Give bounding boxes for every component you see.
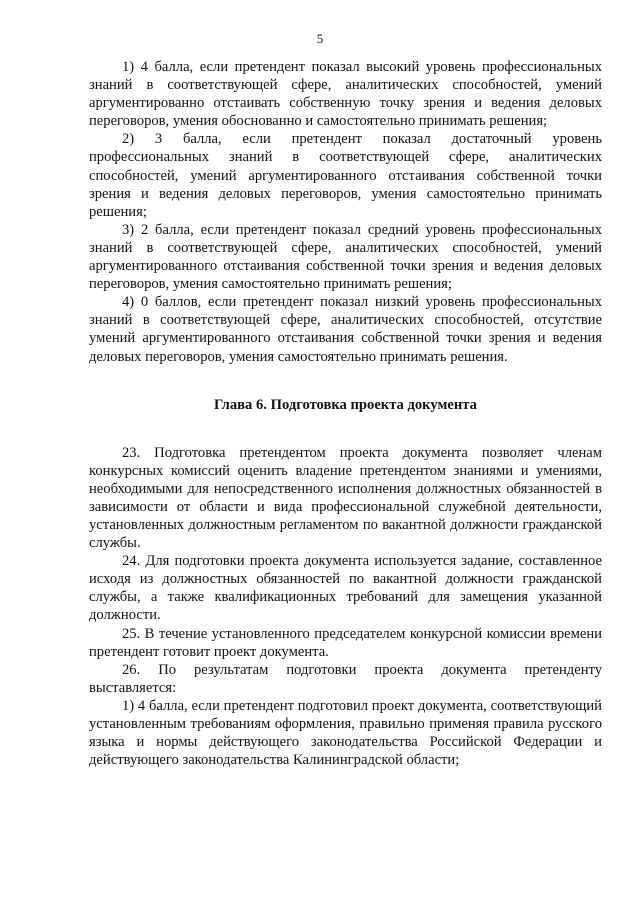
score-item-2-points: 3) 2 балла, если претендент показал средний уровень профессиональных знаний в соответствующей сфере, аналитических способностей, умений аргументированного отстаивания собственной точки зрения и ведения деловых переговоров, умения самостоятельно принимать решения; [89,221,602,293]
clause-26: 26. По результатам подготовки проекта документа претенденту выставляется: [89,661,602,696]
clause-24: 24. Для подготовки проекта документа используется задание, составленное исходя из должностных обязанностей по вакантной должности гражданской службы, а также квалификационных требований для замещения указанной должности. [89,553,602,624]
clause-25: 25. В течение установленного председателем конкурсной комиссии времени претендент готовит проект документа. [89,625,602,660]
clause-26-item-1: 1) 4 балла, если претендент подготовил проект документа, соответствующий установленным требованиям оформления, правильно применяя правила русского языка и нормы действующего законодательства Российской Федерации и действующего законодательства Калининградской области; [89,697,602,769]
score-item-3-points: 2) 3 балла, если претендент показал достаточный уровень профессиональных знаний в соответствующей сфере, аналитических способностей, умений аргументированного отстаивания собственной точки зрения и ведения деловых переговоров, умения самостоятельно принимать решения; [89,131,602,220]
chapter-heading: Глава 6. Подготовка проекта документа [214,396,477,413]
document-body [89,58,602,769]
score-item-0-points: 4) 0 баллов, если претендент показал низкий уровень профессиональных знаний в соответствующей сфере, аналитических способностей, отсутствие умений аргументированного отстаивания собственной точки зрения и ведения деловых переговоров, умения самостоятельно принимать решения. [89,294,602,365]
score-item-4-points: 1) 4 балла, если претендент показал высокий уровень профессиональных знаний в соответствующей сфере, аналитических способностей, умений аргументированно отстаивать собственную точку зрения и ведения деловых переговоров, умения обоснованно и самостоятельно принимать решения; [89,59,602,130]
page-number: 5 [316,31,324,46]
clause-23: 23. Подготовка претендентом проекта документа позволяет членам конкурсных комиссий оценить владение претендентом знаниями и умениями, необходимыми для непосредственного исполнения должностных обязанностей в зависимости от области и вида профессиональной служебной деятельности, установленных должностным регламентом по вакантной должности гражданской службы. [89,444,602,552]
